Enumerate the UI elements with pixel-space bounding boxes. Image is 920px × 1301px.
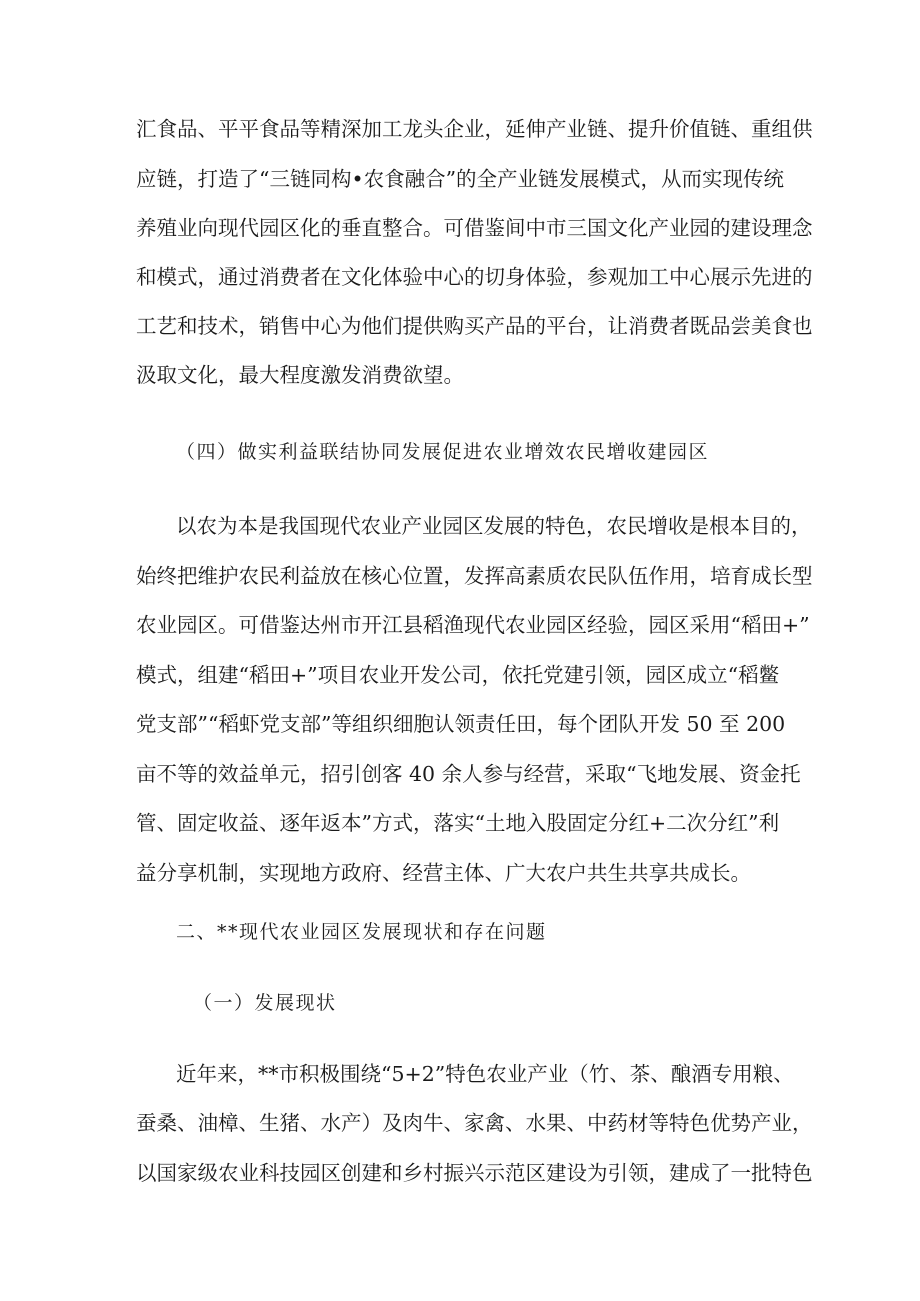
body-text-line: 亩不等的效益单元，招引创客 40 余人参与经营，采取“飞地发展、资金托 xyxy=(136,762,801,786)
body-text-line: 汲取文化，最大程度激发消费欲望。 xyxy=(136,363,464,387)
body-text-line: 近年来，**市积极围绕“5+2”特色农业产业（竹、茶、酿酒专用粮、 xyxy=(176,1062,794,1086)
body-text-line: 养殖业向现代园区化的垂直整合。可借鉴间中市三国文化产业园的建设理念 xyxy=(136,216,813,240)
body-text-line: 管、固定收益、逐年返本”方式，落实“土地入股固定分红+二次分红”利 xyxy=(136,811,780,835)
body-text-line: 模式，组建“稻田+”项目农业开发公司，依托党建引领，园区成立“稻鳖 xyxy=(136,663,780,687)
chapter-heading: 二、**现代农业园区发展现状和存在问题 xyxy=(176,921,547,943)
body-text-line: 蚕桑、油樟、生猪、水产）及肉牛、家禽、水果、中药材等特色优势产业， xyxy=(136,1111,813,1135)
body-text-line: 以国家级农业科技园区创建和乡村振兴示范区建设为引领，建成了一批特色 xyxy=(136,1161,813,1185)
body-text-line: 党支部”“稻虾党支部”等组织细胞认领责任田，每个团队开发 50 至 200 xyxy=(136,712,786,736)
section-heading: （四）做实利益联结协同发展促进农业增效农民增收建园区 xyxy=(176,441,710,463)
body-text-line: 和模式，通过消费者在文化体验中心的切身体验，参观加工中心展示先进的 xyxy=(136,265,813,289)
body-text-line: 农业园区。可借鉴达州市开江县稻渔现代农业园区经验，园区采用“稻田+” xyxy=(136,613,810,637)
body-text-line: 汇食品、平平食品等精深加工龙头企业，延伸产业链、提升价值链、重组供 xyxy=(136,117,813,141)
body-text-line: 益分享机制，实现地方政府、经营主体、广大农户共生共享共成长。 xyxy=(136,861,751,885)
subsection-heading: （一）发展现状 xyxy=(193,992,337,1014)
body-text-line: 始终把维护农民利益放在核心位置，发挥高素质农民队伍作用，培育成长型 xyxy=(136,564,813,588)
body-text-line: 以农为本是我国现代农业产业园区发展的特色，农民增收是根本目的， xyxy=(176,514,812,538)
body-text-line: 应链，打造了“三链同构•农食融合”的全产业链发展模式，从而实现传统 xyxy=(136,167,785,191)
body-text-line: 工艺和技术，销售中心为他们提供购买产品的平台，让消费者既品尝美食也 xyxy=(136,314,813,338)
